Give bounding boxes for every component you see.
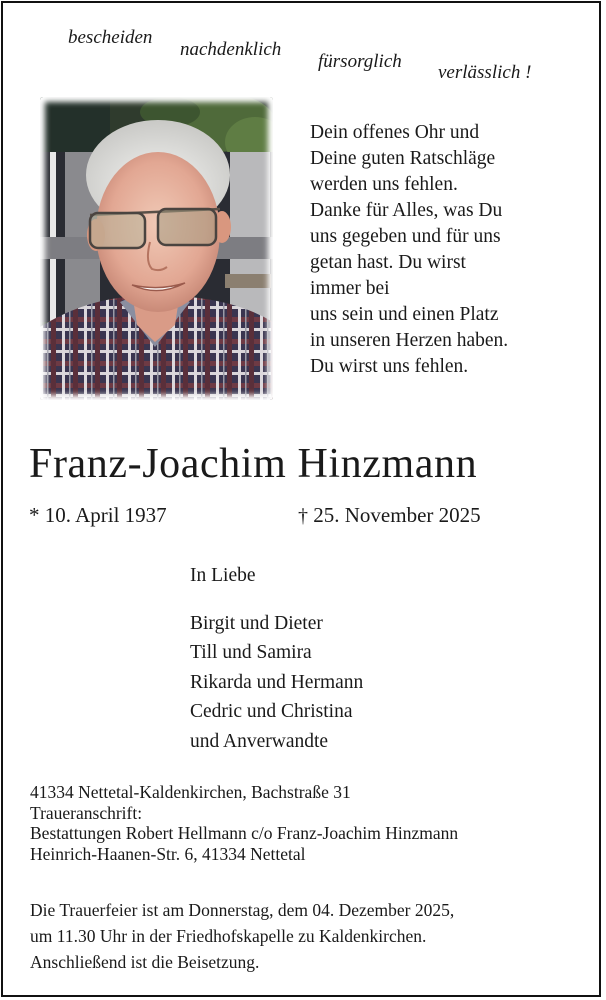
mourner-name: und Anverwandte [190, 731, 329, 752]
funeral-line: Die Trauerfeier ist am Donnerstag, dem 04. Dezember 2025, [30, 900, 455, 920]
mourner-name: Cedric und Christina [190, 701, 353, 722]
attribute-word: verlässlich ! [438, 62, 532, 83]
address-line: Bestattungen Robert Hellmann c/o Franz-Joachim Hinzmann [30, 823, 459, 843]
death-cross-icon: † [298, 505, 308, 527]
attribute-word: fürsorglich [318, 51, 402, 72]
mourners-intro: In Liebe [190, 565, 256, 586]
funeral-line: um 11.30 Uhr in der Friedhofskapelle zu Kaldenkirchen. [30, 926, 427, 946]
poem-text [310, 120, 508, 380]
poem-line: Dein offenes Ohr und [310, 122, 480, 143]
poem-line: in unseren Herzen haben. [310, 330, 509, 351]
poem-line: Danke für Alles, was Du [310, 200, 503, 221]
poem-line: getan hast. Du wirst [310, 252, 466, 273]
poem-line: werden uns fehlen. [310, 174, 458, 195]
attribute-word: nachdenklich [180, 39, 282, 60]
funeral-line: Anschließend ist die Beisetzung. [30, 952, 260, 972]
address-line: 41334 Nettetal-Kaldenkirchen, Bachstraße 31 [30, 782, 351, 802]
birth-date-line [29, 503, 167, 528]
birth-star-icon: * [29, 503, 40, 527]
attribute-word: bescheiden [68, 27, 153, 48]
poem-line: Du wirst uns fehlen. [310, 356, 469, 377]
poem-line: uns gegeben und für uns [310, 226, 501, 247]
mourning-address [30, 782, 458, 864]
portrait-photo [40, 97, 273, 400]
death-date: 25. November 2025 [313, 503, 481, 527]
poem-line: uns sein und einen Platz [310, 304, 499, 325]
mourner-name: Rikarda und Hermann [190, 672, 364, 693]
poem-line: immer bei [310, 278, 390, 299]
mourner-name: Birgit und Dieter [190, 613, 323, 634]
funeral-info [30, 897, 454, 975]
deceased-name: Franz-Joachim Hinzmann [29, 441, 478, 487]
address-line: Traueranschrift: [30, 802, 143, 823]
address-line: Heinrich-Haanen-Str. 6, 41334 Nettetal [30, 843, 306, 864]
birth-date: 10. April 1937 [44, 503, 167, 527]
death-date-line [298, 503, 481, 528]
poem-line: Deine guten Ratschläge [310, 148, 496, 169]
mourner-name: Till und Samira [190, 642, 312, 663]
portrait-image [40, 97, 273, 400]
